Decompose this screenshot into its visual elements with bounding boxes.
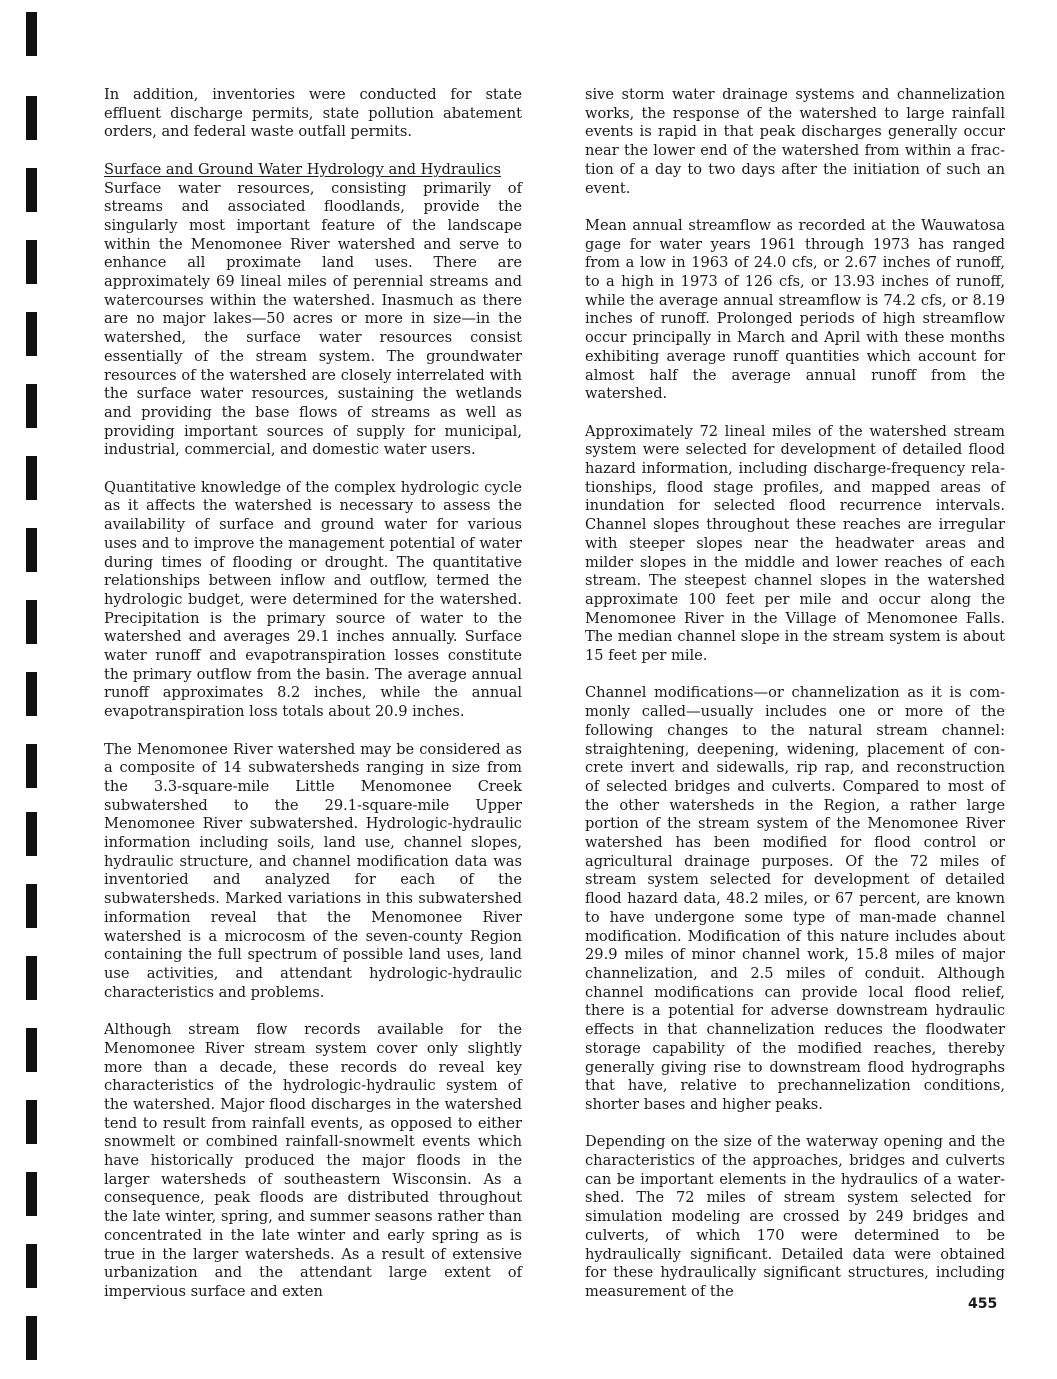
scan-edge-mark (26, 168, 37, 212)
paragraph-inventories: In addition, inventories were conducted for state effluent discharge permits, state pollution abatement orders, and federal waste outfall permits. (104, 86, 522, 141)
page-number: 455 (968, 1296, 998, 1312)
scan-edge-mark (26, 956, 37, 1000)
scan-edge-mark (26, 672, 37, 716)
scan-edge-mark (26, 600, 37, 644)
scan-edge-mark (26, 1244, 37, 1288)
scan-edge-marks (26, 0, 38, 1379)
scan-edge-mark (26, 744, 37, 788)
scan-edge-mark (26, 384, 37, 428)
paragraph-bridges-culverts: Depending on the size of the waterway opening and the characteristics of the approaches, bridges and culverts can be important elements in the hydraulics of a watershed. The 72 miles of stream system selected for simulation modeling are crossed by 249 bridges and culverts, of which 170 were determined to be hydraulically significant. Detailed data were obtained for these hydraulically significant structures, including measurement of the (585, 1133, 1005, 1300)
paragraph-stream-flow-records: Although stream flow records available for the Menomonee River stream system cover only slightly more than a decade, these records do reveal key characteristics of the hydrologic-hydraulic system of the watershed. Major flood discharges in the watershed tend to result from rainfall events, as opposed to either snowmelt or combined rainfall-snowmelt events which have historically produced the major floods in the larger watersheds of southeastern Wisconsin. As a consequence, peak floods are distributed throughout the late winter, spring, and summer seasons rather than concentrated in the late winter and early spring as is true in the larger watersheds. As a result of extensive urbanization and the attendant large extent of impervious surface and exten (104, 1021, 522, 1300)
paragraph-hydrologic-cycle: Quantitative knowledge of the complex hydrologic cycle as it affects the watershed is necessary to assess the availability of surface and ground water for various uses and to improve the management potential of water during times of flooding or drought. The quantitative relationships between inflow and outflow, termed the hydrologic budget, were determined for the watershed. Precipitation is the primary source of water to the watershed and averages 29.1 inches annually. Surface water runoff and evapotranspiration losses constitute the primary outflow from the basin. The average annual runoff approximates 8.2 inches, while the annual evapotranspiration loss totals about 20.9 inches. (104, 478, 522, 721)
scan-edge-mark (26, 312, 37, 356)
paragraph-surface-water: Surface water resources, consisting primarily of streams and associated floodlands, provide the singularly most important feature of the landscape within the Menomonee River watershed and serve to enhance all proximate land uses. There are approximately 69 lineal miles of perennial streams and watercourses within the watershed. Inasmuch as there are no major lakes—50 acres or more in size—in the watershed, the surface water resources consist essentially of the stream system. The groundwater resources of the watershed are closely interrelated with the surface water resources, sustaining the wetlands and providing the base flows of streams as well as providing important sources of supply for municipal, industrial, commercial, and domestic water users. (104, 179, 522, 459)
scan-edge-mark (26, 1028, 37, 1072)
paragraph-subwatersheds: The Menomonee River watershed may be considered as a composite of 14 subwatersheds ranging in size from the 3.3-square-mile Little Menomonee Creek subwatershed to the 29.1-square-mile Upper Menomonee River subwatershed. Hydrologic-hydraulic information including soils, land use, channel slopes, hydraulic structure, and channel modification data was inventoried and analyzed for each of the subwatersheds. Marked variations in this subwatershed information reveal that the Menomonee River watershed is a microcosm of the seven-county Region containing the full spectrum of possible land uses, land use activities, and attendant hydrologic-hydraulic characteristics and problems. (104, 740, 522, 1001)
scan-edge-mark (26, 240, 37, 284)
scan-edge-mark (26, 812, 37, 856)
left-column (104, 86, 522, 1320)
scan-edge-mark (26, 96, 37, 140)
scan-edge-mark (26, 528, 37, 572)
scan-edge-mark (26, 1100, 37, 1144)
scan-edge-mark (26, 12, 37, 56)
scan-edge-mark (26, 456, 37, 500)
scan-edge-mark (26, 1172, 37, 1216)
paragraph-flood-hazard: Approximately 72 lineal miles of the watershed stream system were selected for development of detailed flood hazard information, including discharge-frequency relationships, flood stage profiles, and mapped areas of inundation for selected flood recurrence intervals. Channel slopes throughout these reaches are irregular with steeper slopes near the headwater areas and milder slopes in the middle and lower reaches of each stream. The steepest channel slopes in the watershed approximate 100 feet per mile and occur along the Menomonee River in the Village of Menomonee Falls. The median channel slope in the stream system is about 15 feet per mile. (585, 422, 1005, 665)
section-heading: Surface and Ground Water Hydrology and Hydraulics (104, 160, 501, 178)
paragraph-channel-modifications: Channel modifications—or channelization as it is commonly called—usually includes one or more of the following changes to the natural stream channel: straightening, deepening, widening, placement of concrete invert and sidewalls, rip rap, and reconstruction of selected bridges and culverts. Compared to most of the other watersheds in the Region, a rather large portion of the stream system of the Menomonee River watershed has been modified for flood control or agricultural drainage purposes. Of the 72 miles of stream system selected for development of detailed flood hazard data, 48.2 miles, or 67 percent, are known to have undergone some type of man-made channel modification. Modification of this nature includes about 29.9 miles of minor channel work, 15.8 miles of major channelization, and 2.5 miles of conduit. Although channel modifications can provide local flood relief, there is a potential for adverse downstream hydraulic effects in that channelization reduces the floodwater storage capability of the modified reaches, thereby generally giving rise to downstream flood hydrographs that have, relative to prechannelization conditions, shorter bases and higher peaks. (585, 684, 1005, 1113)
right-column (585, 86, 1005, 1320)
paragraph-mean-streamflow: Mean annual streamflow as recorded at the Wauwatosa gage for water years 1961 through 1973 has ranged from a low in 1963 of 24.0 cfs, or 2.67 inches of runoff, to a high in 1973 of 126 cfs, or 13.93 inches of runoff, while the average annual streamflow is 74.2 cfs, or 8.19 inches of runoff. Prolonged periods of high streamflow occur principally in March and April with these months exhibiting average runoff quantities which account for almost half the average annual runoff from the watershed. (585, 216, 1005, 403)
paragraph-storm-drainage: sive storm water drainage systems and channelization works, the response of the watershed to large rainfall events is rapid in that peak discharges generally occur near the lower end of the watershed from within a fraction of a day to two days after the initiation of such an event. (585, 86, 1005, 197)
scan-edge-mark (26, 1316, 37, 1360)
scan-edge-mark (26, 884, 37, 928)
